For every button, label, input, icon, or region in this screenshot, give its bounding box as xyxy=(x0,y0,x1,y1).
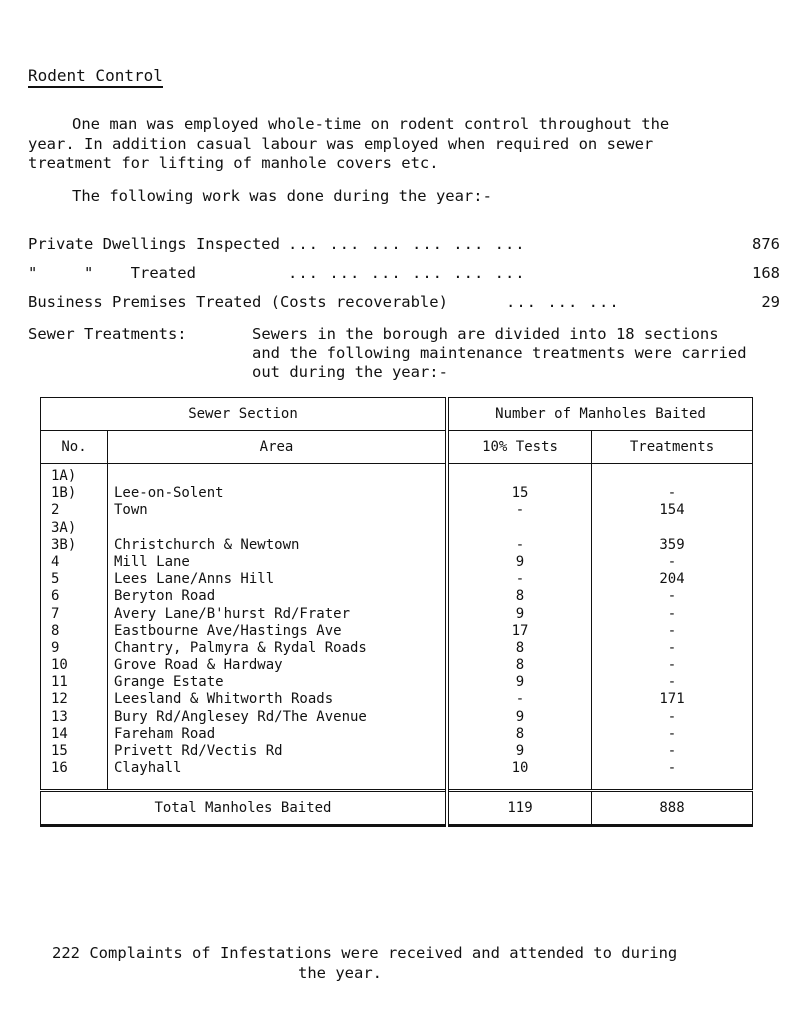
group-header-manholes: Number of Manholes Baited xyxy=(447,398,753,431)
table-cell-tests: - xyxy=(515,691,525,708)
table-body xyxy=(41,464,753,791)
table-cell-area: Leesland & Whitworth Roads xyxy=(114,691,334,708)
table-cell-tests: 9 xyxy=(515,674,525,691)
table-cell-treatments: 204 xyxy=(659,571,685,588)
table-cell-tests: 10 xyxy=(511,760,529,777)
sewer-description xyxy=(252,325,747,382)
stat-dots: ... ... ... ... ... ... xyxy=(288,235,526,253)
table-cell-no: 16 xyxy=(51,760,68,777)
table-cell-area xyxy=(114,468,444,485)
table-cell-area: Town xyxy=(114,502,148,519)
stat-dots: ... ... ... ... ... ... xyxy=(288,264,526,282)
table-cell-area: Chantry, Palmyra & Rydal Roads xyxy=(114,639,367,656)
stat-label: Business Premises Treated (Costs recoverable) xyxy=(28,293,448,311)
total-tests: 119 xyxy=(447,791,592,826)
paragraph-line: treatment for lifting of manhole covers etc. xyxy=(28,154,439,172)
table-cell-no: 5 xyxy=(51,571,60,588)
table-cell-no: 12 xyxy=(51,691,68,708)
table-cell-area: Clayhall xyxy=(114,760,182,777)
no-column xyxy=(41,464,108,791)
table-cell-tests: - xyxy=(515,536,525,553)
total-row xyxy=(41,791,753,826)
table-cell-no: 3A) xyxy=(51,519,77,536)
paragraph-line: One man was employed whole-time on rodent control throughout the xyxy=(72,115,670,133)
table-cell-no: 9 xyxy=(51,639,60,656)
table-cell-tests: 8 xyxy=(515,639,525,656)
table-cell-tests: 8 xyxy=(515,588,525,605)
table-cell-tests: 8 xyxy=(515,725,525,742)
table-cell-treatments: - xyxy=(667,708,677,725)
column-header-area: Area xyxy=(108,431,448,464)
table-cell-no: 7 xyxy=(51,605,60,622)
table-cell-tests xyxy=(450,468,590,485)
table-cell-no: 10 xyxy=(51,657,68,674)
paragraph-line: year. In addition casual labour was employed when required on sewer xyxy=(28,134,654,153)
total-label: Total Manholes Baited xyxy=(41,791,448,826)
table-cell-tests xyxy=(450,520,590,537)
table-cell-no: 11 xyxy=(51,674,68,691)
table-cell-treatments xyxy=(593,468,751,485)
table-cell-treatments: - xyxy=(667,760,677,777)
column-header-treatments: Treatments xyxy=(592,431,753,464)
table-cell-tests: 9 xyxy=(515,708,525,725)
table-cell-tests: 9 xyxy=(515,553,525,570)
stat-value: 29 xyxy=(761,293,780,311)
table-cell-no: 1A) xyxy=(51,468,77,484)
table-cell-area xyxy=(114,520,444,537)
table-cell-area: Grove Road & Hardway xyxy=(114,657,283,674)
table-cell-tests: 8 xyxy=(515,657,525,674)
table-cell-treatments: - xyxy=(667,588,677,605)
table-cell-no: 6 xyxy=(51,588,60,605)
stat-label: Private Dwellings Inspected xyxy=(28,235,280,253)
table-cell-area: Lees Lane/Anns Hill xyxy=(114,571,275,588)
table-cell-treatments: - xyxy=(667,674,677,691)
table-cell-treatments: 171 xyxy=(659,691,685,708)
sewer-line: Sewers in the borough are divided into 18 sections xyxy=(252,325,719,343)
table-cell-no: 13 xyxy=(51,708,68,725)
table-cell-treatments: 359 xyxy=(659,536,685,553)
area-column xyxy=(108,464,448,791)
complaints-line: 222 Complaints of Infestations were received and attended to during xyxy=(52,944,678,962)
complaints-note xyxy=(52,944,677,983)
table-cell-no: 14 xyxy=(51,725,68,742)
table-cell-no: 4 xyxy=(51,553,60,570)
table-cell-treatments: 154 xyxy=(659,502,685,519)
column-header-tests: 10% Tests xyxy=(447,431,592,464)
work-intro: The following work was done during the year:- xyxy=(72,187,492,205)
sewer-heading: Sewer Treatments: xyxy=(28,325,187,343)
stat-label: " " Treated xyxy=(28,264,196,282)
table-cell-no: 8 xyxy=(51,622,60,639)
table-cell-tests: 9 xyxy=(515,743,525,759)
table-cell-no: 15 xyxy=(51,743,68,759)
stat-value: 876 xyxy=(752,235,780,253)
table-cell-tests: 9 xyxy=(515,605,525,622)
table-cell-area: Avery Lane/B'hurst Rd/Frater xyxy=(114,605,351,622)
table-cell-area: Christchurch & Newtown xyxy=(114,536,300,553)
table-cell-treatments: - xyxy=(667,743,677,759)
table-cell-no: 3B) xyxy=(51,536,77,553)
table-cell-tests: 17 xyxy=(511,622,529,639)
stat-dots: ... ... ... xyxy=(506,293,620,311)
table-cell-area: Eastbourne Ave/Hastings Ave xyxy=(114,622,342,639)
table-cell-area: Fareham Road xyxy=(114,725,216,742)
tests-column xyxy=(447,464,592,791)
total-treatments: 888 xyxy=(592,791,753,826)
table-cell-treatments xyxy=(593,520,751,537)
table-cell-no: 2 xyxy=(51,502,60,519)
table-cell-area: Lee-on-Solent xyxy=(114,485,224,502)
page-title: Rodent Control xyxy=(28,66,163,88)
table-cell-treatments: - xyxy=(667,657,677,674)
table-cell-no: 1B) xyxy=(51,485,77,502)
group-header-section: Sewer Section xyxy=(41,398,448,431)
table-cell-area: Bury Rd/Anglesey Rd/The Avenue xyxy=(114,708,367,725)
table-cell-tests: - xyxy=(515,502,525,519)
table-cell-tests: - xyxy=(515,571,525,588)
sewer-line: out during the year:- xyxy=(252,363,448,381)
table-cell-treatments: - xyxy=(667,553,677,570)
sewer-line: and the following maintenance treatments were carried xyxy=(252,344,747,362)
table-cell-area: Mill Lane xyxy=(114,553,190,570)
intro-paragraph xyxy=(28,115,669,174)
treatments-column xyxy=(592,464,753,791)
table-cell-tests: 15 xyxy=(511,485,529,502)
table-cell-area: Grange Estate xyxy=(114,674,224,691)
table-cell-area: Privett Rd/Vectis Rd xyxy=(114,743,283,759)
table-cell-treatments: - xyxy=(667,725,677,742)
table-column-header-row xyxy=(41,431,753,464)
sewer-table xyxy=(40,397,753,827)
table-cell-treatments: - xyxy=(667,622,677,639)
table-cell-treatments: - xyxy=(667,485,677,502)
column-header-no: No. xyxy=(41,431,108,464)
complaints-line: the year. xyxy=(298,963,382,982)
table-cell-area: Beryton Road xyxy=(114,588,216,605)
table-cell-treatments: - xyxy=(667,639,677,656)
stat-value: 168 xyxy=(752,264,780,282)
table-group-header-row xyxy=(41,398,753,431)
table-cell-treatments: - xyxy=(667,605,677,622)
